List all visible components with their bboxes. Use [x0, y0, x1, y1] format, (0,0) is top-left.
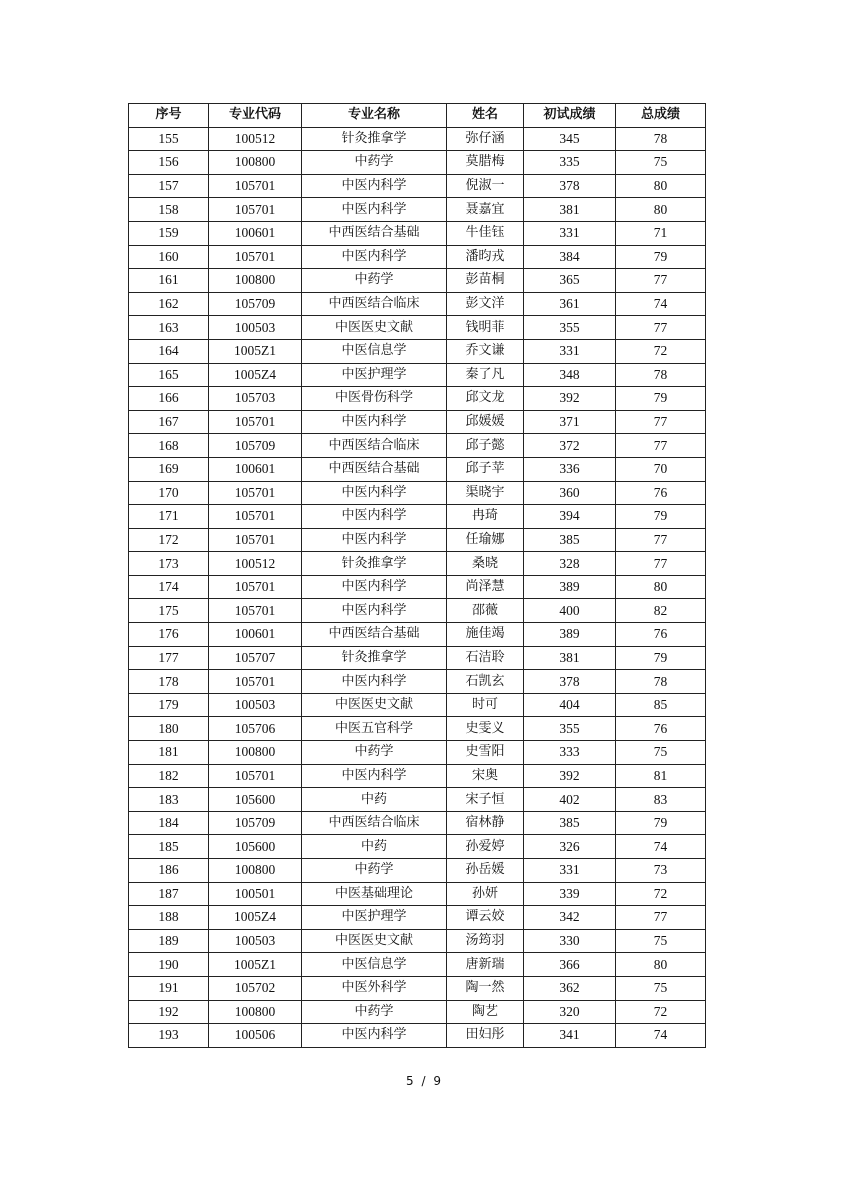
- cell-major-code: 1005Z4: [209, 906, 302, 930]
- cell-serial: 159: [129, 221, 209, 245]
- cell-major-name: 中医护理学: [302, 906, 447, 930]
- cell-major-code: 105701: [209, 410, 302, 434]
- cell-initial-score: 385: [524, 528, 616, 552]
- cell-serial: 166: [129, 387, 209, 411]
- cell-major-code: 105701: [209, 764, 302, 788]
- cell-serial: 169: [129, 457, 209, 481]
- table-row: [129, 481, 706, 505]
- cell-serial: 188: [129, 906, 209, 930]
- cell-major-name: 中西医结合基础: [302, 221, 447, 245]
- table-row: [129, 292, 706, 316]
- cell-serial: 155: [129, 127, 209, 151]
- cell-major-name: 中医内科学: [302, 1024, 447, 1048]
- cell-major-name: 中医内科学: [302, 245, 447, 269]
- cell-serial: 160: [129, 245, 209, 269]
- cell-initial-score: 355: [524, 316, 616, 340]
- cell-serial: 176: [129, 623, 209, 647]
- cell-name: 乔文谦: [447, 339, 524, 363]
- cell-major-code: 105701: [209, 198, 302, 222]
- cell-initial-score: 392: [524, 764, 616, 788]
- cell-serial: 185: [129, 835, 209, 859]
- cell-serial: 184: [129, 811, 209, 835]
- cell-total-score: 80: [616, 174, 706, 198]
- cell-major-code: 1005Z1: [209, 953, 302, 977]
- cell-major-name: 中医信息学: [302, 953, 447, 977]
- cell-major-code: 100601: [209, 457, 302, 481]
- table-row: [129, 269, 706, 293]
- cell-major-name: 中医内科学: [302, 198, 447, 222]
- header-initial-score: 初试成绩: [524, 104, 616, 128]
- cell-total-score: 77: [616, 434, 706, 458]
- cell-serial: 157: [129, 174, 209, 198]
- cell-name: 宿林静: [447, 811, 524, 835]
- cell-major-code: 105702: [209, 976, 302, 1000]
- cell-major-code: 105707: [209, 646, 302, 670]
- cell-total-score: 79: [616, 811, 706, 835]
- cell-name: 施佳竭: [447, 623, 524, 647]
- cell-name: 谭云姣: [447, 906, 524, 930]
- cell-serial: 189: [129, 929, 209, 953]
- table-row: [129, 363, 706, 387]
- cell-serial: 180: [129, 717, 209, 741]
- table-row: [129, 717, 706, 741]
- cell-major-code: 105703: [209, 387, 302, 411]
- cell-total-score: 75: [616, 741, 706, 765]
- cell-major-name: 中医医史文献: [302, 316, 447, 340]
- table-row: [129, 976, 706, 1000]
- cell-initial-score: 402: [524, 788, 616, 812]
- cell-initial-score: 331: [524, 859, 616, 883]
- cell-total-score: 81: [616, 764, 706, 788]
- table-row: [129, 859, 706, 883]
- table-row: [129, 410, 706, 434]
- cell-serial: 164: [129, 339, 209, 363]
- cell-major-code: 105701: [209, 670, 302, 694]
- cell-serial: 179: [129, 693, 209, 717]
- table-row: [129, 1024, 706, 1048]
- cell-total-score: 78: [616, 127, 706, 151]
- cell-name: 石凯玄: [447, 670, 524, 694]
- cell-initial-score: 336: [524, 457, 616, 481]
- table-row: [129, 811, 706, 835]
- cell-major-code: 100503: [209, 929, 302, 953]
- cell-serial: 173: [129, 552, 209, 576]
- cell-major-name: 针灸推拿学: [302, 127, 447, 151]
- cell-major-code: 100800: [209, 151, 302, 175]
- table-header-row: [129, 104, 706, 128]
- cell-name: 彭文洋: [447, 292, 524, 316]
- cell-major-name: 中医内科学: [302, 575, 447, 599]
- table-row: [129, 127, 706, 151]
- cell-name: 邱媛媛: [447, 410, 524, 434]
- cell-major-name: 中医骨伤科学: [302, 387, 447, 411]
- cell-name: 孙爱婷: [447, 835, 524, 859]
- cell-name: 宋奥: [447, 764, 524, 788]
- cell-initial-score: 365: [524, 269, 616, 293]
- cell-name: 莫腊梅: [447, 151, 524, 175]
- cell-serial: 162: [129, 292, 209, 316]
- cell-total-score: 77: [616, 906, 706, 930]
- cell-initial-score: 360: [524, 481, 616, 505]
- cell-major-name: 中药: [302, 835, 447, 859]
- table-row: [129, 174, 706, 198]
- cell-name: 弥仔涵: [447, 127, 524, 151]
- cell-major-name: 中医内科学: [302, 528, 447, 552]
- cell-major-name: 中医五官科学: [302, 717, 447, 741]
- cell-serial: 181: [129, 741, 209, 765]
- cell-name: 汤筠羽: [447, 929, 524, 953]
- cell-serial: 170: [129, 481, 209, 505]
- cell-major-name: 中医内科学: [302, 599, 447, 623]
- cell-name: 任瑜娜: [447, 528, 524, 552]
- cell-major-name: 中医医史文献: [302, 929, 447, 953]
- cell-serial: 165: [129, 363, 209, 387]
- table-row: [129, 693, 706, 717]
- cell-total-score: 77: [616, 528, 706, 552]
- cell-name: 史雪阳: [447, 741, 524, 765]
- table-row: [129, 434, 706, 458]
- cell-major-name: 中西医结合临床: [302, 434, 447, 458]
- cell-initial-score: 392: [524, 387, 616, 411]
- cell-major-name: 中药学: [302, 151, 447, 175]
- cell-total-score: 76: [616, 623, 706, 647]
- cell-name: 石洁聆: [447, 646, 524, 670]
- cell-total-score: 74: [616, 835, 706, 859]
- cell-major-name: 中医外科学: [302, 976, 447, 1000]
- cell-major-name: 中药学: [302, 859, 447, 883]
- cell-major-code: 105701: [209, 481, 302, 505]
- cell-total-score: 72: [616, 882, 706, 906]
- cell-initial-score: 372: [524, 434, 616, 458]
- cell-total-score: 77: [616, 552, 706, 576]
- table-row: [129, 741, 706, 765]
- cell-major-code: 105600: [209, 835, 302, 859]
- cell-major-code: 105701: [209, 599, 302, 623]
- cell-major-code: 105600: [209, 788, 302, 812]
- header-name: 姓名: [447, 104, 524, 128]
- cell-major-code: 100800: [209, 269, 302, 293]
- cell-total-score: 77: [616, 410, 706, 434]
- cell-initial-score: 361: [524, 292, 616, 316]
- table-row: [129, 316, 706, 340]
- cell-total-score: 72: [616, 339, 706, 363]
- table-row: [129, 788, 706, 812]
- cell-major-code: 105709: [209, 811, 302, 835]
- cell-initial-score: 362: [524, 976, 616, 1000]
- cell-initial-score: 331: [524, 221, 616, 245]
- table-row: [129, 599, 706, 623]
- table-row: [129, 623, 706, 647]
- cell-major-name: 中医内科学: [302, 764, 447, 788]
- cell-serial: 163: [129, 316, 209, 340]
- cell-initial-score: 400: [524, 599, 616, 623]
- table-row: [129, 339, 706, 363]
- cell-serial: 190: [129, 953, 209, 977]
- cell-major-name: 中药学: [302, 1000, 447, 1024]
- cell-major-name: 针灸推拿学: [302, 646, 447, 670]
- cell-total-score: 76: [616, 481, 706, 505]
- cell-initial-score: 366: [524, 953, 616, 977]
- cell-major-code: 100506: [209, 1024, 302, 1048]
- score-table: [128, 103, 706, 1048]
- cell-total-score: 74: [616, 1024, 706, 1048]
- cell-major-code: 105709: [209, 292, 302, 316]
- table-row: [129, 151, 706, 175]
- table-row: [129, 552, 706, 576]
- cell-initial-score: 378: [524, 174, 616, 198]
- cell-major-name: 中医基础理论: [302, 882, 447, 906]
- cell-name: 邱子苹: [447, 457, 524, 481]
- cell-serial: 177: [129, 646, 209, 670]
- cell-major-name: 中医内科学: [302, 481, 447, 505]
- table-row: [129, 528, 706, 552]
- header-serial: 序号: [129, 104, 209, 128]
- cell-total-score: 78: [616, 363, 706, 387]
- cell-total-score: 74: [616, 292, 706, 316]
- cell-name: 陶艺: [447, 1000, 524, 1024]
- cell-serial: 171: [129, 505, 209, 529]
- cell-initial-score: 348: [524, 363, 616, 387]
- table-row: [129, 387, 706, 411]
- cell-name: 牛佳钰: [447, 221, 524, 245]
- header-total-score: 总成绩: [616, 104, 706, 128]
- cell-serial: 192: [129, 1000, 209, 1024]
- cell-major-code: 105701: [209, 505, 302, 529]
- cell-initial-score: 333: [524, 741, 616, 765]
- cell-name: 秦了凡: [447, 363, 524, 387]
- cell-name: 彭苗桐: [447, 269, 524, 293]
- cell-serial: 193: [129, 1024, 209, 1048]
- cell-major-code: 100503: [209, 316, 302, 340]
- cell-major-code: 100601: [209, 221, 302, 245]
- cell-initial-score: 389: [524, 575, 616, 599]
- cell-initial-score: 341: [524, 1024, 616, 1048]
- cell-major-code: 100800: [209, 741, 302, 765]
- cell-major-name: 针灸推拿学: [302, 552, 447, 576]
- cell-initial-score: 385: [524, 811, 616, 835]
- cell-major-code: 100501: [209, 882, 302, 906]
- cell-name: 宋子恒: [447, 788, 524, 812]
- cell-initial-score: 331: [524, 339, 616, 363]
- cell-major-name: 中药学: [302, 269, 447, 293]
- cell-total-score: 72: [616, 1000, 706, 1024]
- table-row: [129, 505, 706, 529]
- cell-serial: 183: [129, 788, 209, 812]
- cell-initial-score: 342: [524, 906, 616, 930]
- cell-name: 钱明菲: [447, 316, 524, 340]
- cell-serial: 167: [129, 410, 209, 434]
- cell-major-name: 中西医结合基础: [302, 623, 447, 647]
- cell-serial: 156: [129, 151, 209, 175]
- cell-major-code: 105701: [209, 174, 302, 198]
- cell-initial-score: 404: [524, 693, 616, 717]
- table-row: [129, 575, 706, 599]
- cell-name: 田妇彤: [447, 1024, 524, 1048]
- cell-name: 尚泽慧: [447, 575, 524, 599]
- cell-initial-score: 381: [524, 646, 616, 670]
- cell-total-score: 76: [616, 717, 706, 741]
- cell-initial-score: 389: [524, 623, 616, 647]
- cell-serial: 186: [129, 859, 209, 883]
- table-row: [129, 457, 706, 481]
- cell-serial: 158: [129, 198, 209, 222]
- cell-serial: 168: [129, 434, 209, 458]
- cell-major-code: 100512: [209, 127, 302, 151]
- cell-total-score: 79: [616, 646, 706, 670]
- cell-serial: 182: [129, 764, 209, 788]
- cell-initial-score: 330: [524, 929, 616, 953]
- table-row: [129, 953, 706, 977]
- cell-initial-score: 339: [524, 882, 616, 906]
- cell-major-code: 105701: [209, 245, 302, 269]
- cell-initial-score: 320: [524, 1000, 616, 1024]
- cell-serial: 174: [129, 575, 209, 599]
- cell-total-score: 71: [616, 221, 706, 245]
- cell-major-name: 中西医结合基础: [302, 457, 447, 481]
- cell-major-name: 中医内科学: [302, 410, 447, 434]
- cell-major-code: 100503: [209, 693, 302, 717]
- cell-initial-score: 394: [524, 505, 616, 529]
- cell-serial: 175: [129, 599, 209, 623]
- cell-major-code: 105701: [209, 528, 302, 552]
- table-row: [129, 198, 706, 222]
- cell-major-name: 中药: [302, 788, 447, 812]
- cell-initial-score: 355: [524, 717, 616, 741]
- cell-major-code: 100800: [209, 1000, 302, 1024]
- table-row: [129, 245, 706, 269]
- cell-major-name: 中西医结合临床: [302, 811, 447, 835]
- cell-name: 桑晓: [447, 552, 524, 576]
- cell-initial-score: 345: [524, 127, 616, 151]
- cell-total-score: 75: [616, 976, 706, 1000]
- cell-total-score: 79: [616, 505, 706, 529]
- cell-name: 聂嘉宜: [447, 198, 524, 222]
- cell-major-code: 100512: [209, 552, 302, 576]
- page-number: 5 / 9: [406, 1074, 443, 1088]
- table-body: [129, 127, 706, 1047]
- cell-total-score: 73: [616, 859, 706, 883]
- cell-major-name: 中医护理学: [302, 363, 447, 387]
- cell-major-name: 中药学: [302, 741, 447, 765]
- cell-initial-score: 328: [524, 552, 616, 576]
- header-major-name: 专业名称: [302, 104, 447, 128]
- table-row: [129, 906, 706, 930]
- cell-total-score: 79: [616, 387, 706, 411]
- cell-major-name: 中医内科学: [302, 174, 447, 198]
- cell-name: 渠晓宇: [447, 481, 524, 505]
- cell-initial-score: 378: [524, 670, 616, 694]
- cell-total-score: 77: [616, 316, 706, 340]
- cell-major-code: 100601: [209, 623, 302, 647]
- cell-major-code: 100800: [209, 859, 302, 883]
- cell-total-score: 77: [616, 269, 706, 293]
- cell-total-score: 78: [616, 670, 706, 694]
- cell-name: 邱子懿: [447, 434, 524, 458]
- cell-name: 冉琦: [447, 505, 524, 529]
- cell-major-code: 105709: [209, 434, 302, 458]
- table-row: [129, 646, 706, 670]
- cell-name: 陶一然: [447, 976, 524, 1000]
- cell-major-code: 1005Z1: [209, 339, 302, 363]
- cell-total-score: 80: [616, 953, 706, 977]
- cell-major-name: 中医信息学: [302, 339, 447, 363]
- table-row: [129, 1000, 706, 1024]
- cell-serial: 178: [129, 670, 209, 694]
- cell-name: 潘昀戎: [447, 245, 524, 269]
- cell-total-score: 79: [616, 245, 706, 269]
- cell-initial-score: 335: [524, 151, 616, 175]
- cell-name: 时可: [447, 693, 524, 717]
- cell-total-score: 75: [616, 929, 706, 953]
- cell-major-name: 中西医结合临床: [302, 292, 447, 316]
- cell-serial: 161: [129, 269, 209, 293]
- cell-total-score: 75: [616, 151, 706, 175]
- cell-major-code: 105706: [209, 717, 302, 741]
- table-row: [129, 882, 706, 906]
- cell-name: 孙岳媛: [447, 859, 524, 883]
- cell-serial: 172: [129, 528, 209, 552]
- cell-total-score: 80: [616, 575, 706, 599]
- cell-initial-score: 371: [524, 410, 616, 434]
- cell-major-code: 1005Z4: [209, 363, 302, 387]
- cell-major-name: 中医内科学: [302, 670, 447, 694]
- cell-total-score: 70: [616, 457, 706, 481]
- cell-name: 孙妍: [447, 882, 524, 906]
- cell-name: 史雯义: [447, 717, 524, 741]
- cell-name: 倪淑一: [447, 174, 524, 198]
- cell-name: 唐新瑞: [447, 953, 524, 977]
- cell-total-score: 83: [616, 788, 706, 812]
- cell-serial: 187: [129, 882, 209, 906]
- cell-major-name: 中医内科学: [302, 505, 447, 529]
- table-row: [129, 835, 706, 859]
- cell-initial-score: 381: [524, 198, 616, 222]
- table-row: [129, 221, 706, 245]
- cell-total-score: 82: [616, 599, 706, 623]
- cell-initial-score: 384: [524, 245, 616, 269]
- cell-initial-score: 326: [524, 835, 616, 859]
- cell-major-name: 中医医史文献: [302, 693, 447, 717]
- cell-total-score: 80: [616, 198, 706, 222]
- table-row: [129, 929, 706, 953]
- table-row: [129, 764, 706, 788]
- cell-name: 邵薇: [447, 599, 524, 623]
- header-major-code: 专业代码: [209, 104, 302, 128]
- table-row: [129, 670, 706, 694]
- cell-major-code: 105701: [209, 575, 302, 599]
- cell-total-score: 85: [616, 693, 706, 717]
- cell-name: 邱文龙: [447, 387, 524, 411]
- cell-serial: 191: [129, 976, 209, 1000]
